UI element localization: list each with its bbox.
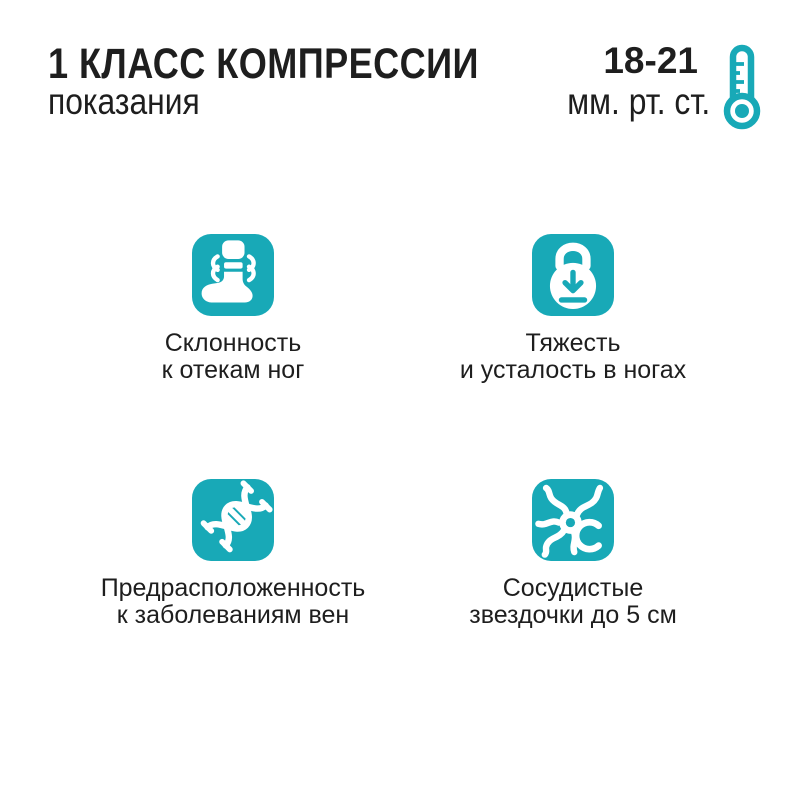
page-subtitle: показания: [48, 81, 200, 122]
page-title: 1 КЛАСС КОМПРЕССИИ: [48, 40, 479, 88]
pressure-unit: мм. рт. ст.: [567, 81, 710, 122]
dna-predisposition-icon: [192, 479, 274, 561]
indication-label-line: Склонность: [164, 329, 302, 357]
indication-item: [53, 234, 413, 384]
ankle-swelling-icon: [192, 234, 274, 316]
indication-label-line: к отекам ног: [161, 356, 305, 384]
indication-item: [393, 479, 753, 629]
spider-veins-icon: [532, 479, 614, 561]
indication-label: [53, 330, 413, 384]
indication-label: [393, 575, 753, 629]
indication-label-line: Предрасположенность: [100, 574, 366, 602]
kettlebell-heaviness-icon: [532, 234, 614, 316]
indication-label-line: к заболеваниям вен: [116, 601, 350, 629]
indication-item: [53, 479, 413, 629]
pressure-value: 18-21: [603, 40, 698, 81]
indication-label: [393, 330, 753, 384]
indication-label-line: Сосудистые: [502, 574, 644, 602]
indication-label-line: Тяжесть: [525, 329, 621, 357]
indication-label: [53, 575, 413, 629]
indication-item: [393, 234, 753, 384]
thermometer-icon: [714, 44, 770, 130]
indication-label-line: звездочки до 5 см: [469, 601, 677, 629]
indication-label-line: и усталость в ногах: [459, 356, 687, 384]
